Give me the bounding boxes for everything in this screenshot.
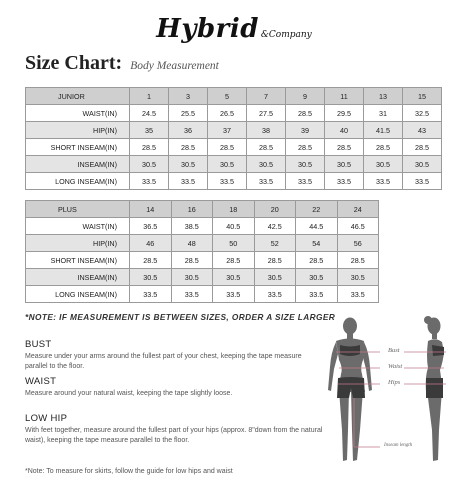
body-measurement-figure	[322, 312, 468, 472]
row-label: INSEAM(IN)	[26, 269, 130, 286]
measurement-cell: 33.5	[171, 286, 213, 303]
measurement-cell: 33.5	[208, 173, 247, 190]
measurement-cell: 28.5	[364, 139, 403, 156]
junior-size-cell: 9	[286, 88, 325, 105]
skirt-footnote: *Note: To measure for skirts, follow the guide for low hips and waist	[25, 468, 233, 475]
measurement-cell: 28.5	[325, 139, 364, 156]
measurement-cell: 52	[254, 235, 296, 252]
junior-size-cell: 11	[325, 88, 364, 105]
measurement-cell: 44.5	[296, 218, 338, 235]
measurement-cell: 26.5	[208, 105, 247, 122]
measurement-cell: 33.5	[286, 173, 325, 190]
measurement-cell: 30.5	[403, 156, 442, 173]
plus-size-table	[25, 200, 379, 303]
measurement-cell: 39	[286, 122, 325, 139]
measurement-cell: 30.5	[337, 269, 379, 286]
plus-size-cell: 22	[296, 201, 338, 218]
measurement-cell: 28.5	[286, 105, 325, 122]
bust-label: Bust	[388, 347, 400, 354]
title-sub: Body Measurement	[130, 60, 219, 72]
inseam-label: Inseam length	[384, 443, 413, 448]
table-row	[26, 269, 379, 286]
plus-size-cell: 18	[213, 201, 255, 218]
measurement-cell: 33.5	[213, 286, 255, 303]
waist-instructions: Measure around your natural waist, keeping the tape slightly loose.	[25, 390, 233, 397]
table-row	[26, 139, 442, 156]
measurement-cell: 40.5	[213, 218, 255, 235]
measurement-cell: 28.5	[254, 252, 296, 269]
page-title	[25, 52, 219, 75]
measurement-cell: 33.5	[254, 286, 296, 303]
measurement-cell: 35	[130, 122, 169, 139]
waist-section	[25, 376, 325, 399]
junior-size-cell: 1	[130, 88, 169, 105]
plus-size-cell: 16	[171, 201, 213, 218]
measurement-cell: 33.5	[364, 173, 403, 190]
table-row	[26, 105, 442, 122]
junior-size-table	[25, 87, 442, 190]
measurement-cell: 30.5	[364, 156, 403, 173]
measurement-cell: 43	[403, 122, 442, 139]
measurement-cell: 28.5	[130, 252, 172, 269]
table-row	[26, 218, 379, 235]
measurement-cell: 36	[169, 122, 208, 139]
measurement-cell: 46	[130, 235, 172, 252]
low-hip-instructions: With feet together, measure around the fullest part of your hips (approx. 8"down from the natural waist), keeping the tape measure parallel to the floor.	[25, 427, 323, 444]
junior-size-cell: 3	[169, 88, 208, 105]
table-row	[26, 156, 442, 173]
brand-name: Hybrid	[156, 14, 259, 44]
measurement-cell: 33.5	[169, 173, 208, 190]
junior-size-cell: 5	[208, 88, 247, 105]
measurement-cell: 28.5	[208, 139, 247, 156]
waist-heading: WAIST	[25, 376, 57, 387]
measurement-cell: 28.5	[403, 139, 442, 156]
row-label: WAIST(IN)	[26, 218, 130, 235]
plus-header-row	[26, 201, 379, 218]
measurement-cell: 28.5	[171, 252, 213, 269]
row-label: INSEAM(IN)	[26, 156, 130, 173]
plus-size-cell: 20	[254, 201, 296, 218]
body-silhouette-illustration	[322, 312, 468, 472]
table-row	[26, 122, 442, 139]
measurement-cell: 33.5	[130, 173, 169, 190]
row-label: SHORT INSEAM(IN)	[26, 139, 130, 156]
measurement-cell: 30.5	[286, 156, 325, 173]
hips-label: Hips	[388, 379, 401, 386]
measurement-cell: 38	[247, 122, 286, 139]
measurement-cell: 50	[213, 235, 255, 252]
junior-header-row	[26, 88, 442, 105]
row-label: LONG INSEAM(IN)	[26, 286, 130, 303]
table-row	[26, 173, 442, 190]
measurement-cell: 28.5	[286, 139, 325, 156]
measurement-cell: 56	[337, 235, 379, 252]
measurement-cell: 41.5	[364, 122, 403, 139]
measurement-cell: 46.5	[337, 218, 379, 235]
sizing-note: *NOTE: IF MEASUREMENT IS BETWEEN SIZES, ORDER A SIZE LARGER	[25, 312, 336, 322]
measurement-cell: 30.5	[254, 269, 296, 286]
row-label: HIP(IN)	[26, 122, 130, 139]
measurement-cell: 30.5	[296, 269, 338, 286]
measurement-cell: 30.5	[169, 156, 208, 173]
measurement-cell: 24.5	[130, 105, 169, 122]
measurement-cell: 33.5	[130, 286, 172, 303]
measurement-cell: 30.5	[247, 156, 286, 173]
plus-title-cell: PLUS	[26, 201, 130, 218]
measurement-cell: 33.5	[296, 286, 338, 303]
table-row	[26, 286, 379, 303]
waist-label: Waist	[388, 363, 403, 370]
measurement-cell: 30.5	[208, 156, 247, 173]
plus-size-cell: 14	[130, 201, 172, 218]
measurement-cell: 31	[364, 105, 403, 122]
measurement-cell: 33.5	[337, 286, 379, 303]
junior-size-cell: 13	[364, 88, 403, 105]
measurement-cell: 28.5	[247, 139, 286, 156]
measurement-cell: 38.5	[171, 218, 213, 235]
row-label: LONG INSEAM(IN)	[26, 173, 130, 190]
bust-heading: BUST	[25, 339, 52, 350]
measurement-cell: 28.5	[337, 252, 379, 269]
measurement-cell: 30.5	[130, 269, 172, 286]
measurement-cell: 28.5	[169, 139, 208, 156]
measurement-cell: 28.5	[296, 252, 338, 269]
measurement-cell: 30.5	[171, 269, 213, 286]
measurement-cell: 33.5	[325, 173, 364, 190]
measurement-cell: 37	[208, 122, 247, 139]
measurement-cell: 54	[296, 235, 338, 252]
measurement-cell: 30.5	[213, 269, 255, 286]
junior-title-cell: JUNIOR	[26, 88, 130, 105]
brand-company: &Company	[260, 30, 312, 40]
junior-size-cell: 15	[403, 88, 442, 105]
measurement-cell: 33.5	[247, 173, 286, 190]
measurement-cell: 40	[325, 122, 364, 139]
table-row	[26, 252, 379, 269]
measurement-cell: 27.5	[247, 105, 286, 122]
measurement-cell: 32.5	[403, 105, 442, 122]
measurement-cell: 28.5	[213, 252, 255, 269]
brand-logo	[0, 14, 468, 44]
measurement-cell: 36.5	[130, 218, 172, 235]
row-label: HIP(IN)	[26, 235, 130, 252]
row-label: WAIST(IN)	[26, 105, 130, 122]
bust-instructions: Measure under your arms around the fullest part of your chest, keeping the tape measure parallel to the floor.	[25, 353, 302, 370]
bust-section	[25, 339, 325, 371]
measurement-cell: 48	[171, 235, 213, 252]
row-label: SHORT INSEAM(IN)	[26, 252, 130, 269]
plus-size-cell: 24	[337, 201, 379, 218]
measurement-cell: 28.5	[130, 139, 169, 156]
title-main: Size Chart:	[25, 52, 123, 74]
measurement-cell: 25.5	[169, 105, 208, 122]
measurement-cell: 30.5	[130, 156, 169, 173]
measurement-cell: 33.5	[403, 173, 442, 190]
low-hip-heading: LOW HIP	[25, 413, 68, 424]
table-row	[26, 235, 379, 252]
junior-size-cell: 7	[247, 88, 286, 105]
measurement-cell: 30.5	[325, 156, 364, 173]
low-hip-section	[25, 413, 330, 445]
measurement-cell: 42.5	[254, 218, 296, 235]
measurement-cell: 29.5	[325, 105, 364, 122]
